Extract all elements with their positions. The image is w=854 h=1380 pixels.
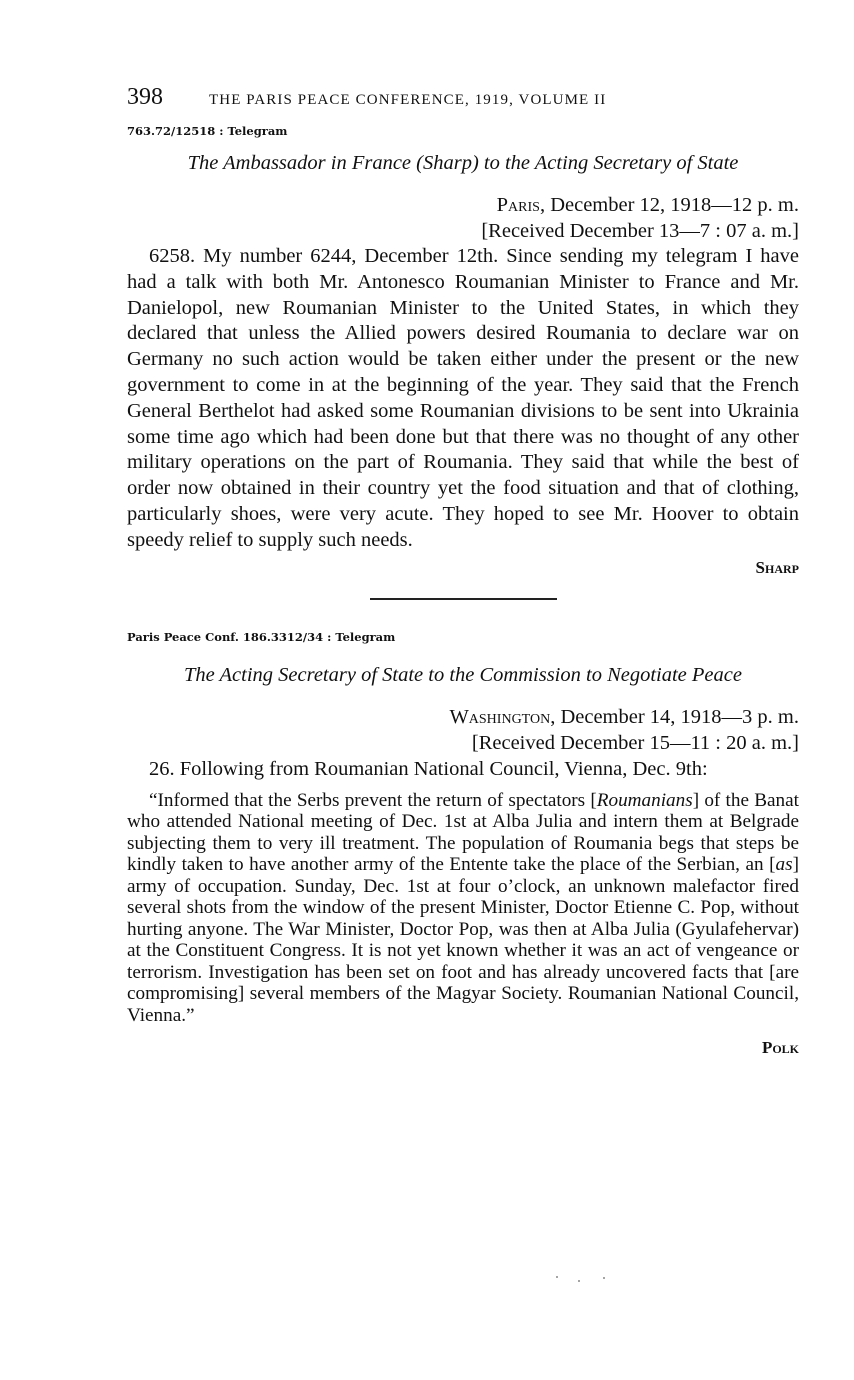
dateline-date: , December 12, 1918—12 p. m.: [539, 194, 799, 216]
page-number: 398: [127, 84, 163, 110]
telegram-lead: 26. Following from Roumanian National Council, Vienna, Dec. 9th:: [149, 757, 708, 780]
file-reference: Paris Peace Conf. 186.3312/34 : Telegram: [127, 629, 396, 644]
quote-italic-1: Roumanians: [596, 789, 693, 811]
signature: Polk: [761, 1038, 799, 1058]
received-line: [Received December 13—7 : 07 a. m.]: [481, 220, 799, 242]
scan-speck: [603, 1277, 605, 1279]
quote-text-3: ] army of occupation. Sunday, Dec. 1st at four o’clock, an unknown malefactor fired several shots from the window of the present Minister, Doctor Etienne C. Pop, without hurting anyone. The War Minister, Doctor Pop, was then at Alba Julia (Gyulafehervar) at the Constituent Congress. It is not yet known whether it was an act of vengeance or terrorism. Investigation has been set on foot and has already uncovered facts that [are compromising] several members of the Magyar Society. Roumanian National Council, Vienna.”: [127, 854, 799, 1026]
page-header: [127, 84, 799, 118]
dateline: [127, 192, 799, 218]
dateline-place: Washington: [449, 705, 551, 728]
quote-text-1: “Informed that the Serbs prevent the return of spectators [: [149, 789, 597, 811]
dateline-date: , December 14, 1918—3 p. m.: [550, 705, 799, 728]
telegram-1: [127, 124, 799, 584]
document-title: The Ambassador in France (Sharp) to the Acting Secretary of State: [187, 152, 739, 174]
quote-italic-2: as: [775, 854, 793, 876]
dateline: [127, 704, 799, 730]
quoted-message: [127, 790, 799, 1027]
dateline-place: Paris: [496, 194, 540, 216]
document-page: [127, 84, 799, 1058]
scan-speck: [556, 1276, 558, 1278]
file-reference: 763.72/12518 : Telegram: [127, 124, 288, 138]
telegram-body: 6258. My number 6244, December 12th. Since sending my telegram I have had a talk with both Mr. Antonesco Roumanian Minister to France and Mr. Danielopol, new Roumanian Minister to the United States, in which they declared that unless the Allied powers desired Roumania to declare war on Germany no such action would be taken either under the present or the new government to come in at the beginning of the year. They said that the French General Berthelot had asked some Roumanian divisions to be sent into Ukrainia some time ago which had been done but that there was no thought of any other military operations on the part of Roumania. They said that while the best of order now obtained in their country yet the food situation and that of clothing, particularly shoes, were very acute. They hoped to see Mr. Hoover to obtain speedy relief to supply such needs.: [127, 245, 799, 551]
telegram-2: [127, 630, 799, 1059]
quote-text-2: ] of the Banat who attended National meeting of Dec. 1st at Alba Julia and intern them at Belgrade subjecting them to very ill treatment. The population of Roumania begs that steps be kindly taken to have another army of the Entente take the place of the Serbian, an [: [127, 789, 799, 876]
running-title: THE PARIS PEACE CONFERENCE, 1919, VOLUME II: [209, 92, 607, 108]
scan-speck: [578, 1280, 580, 1282]
received-line: [Received December 15—11 : 20 a. m.]: [471, 731, 799, 754]
signature: Sharp: [755, 557, 799, 577]
document-title: The Acting Secretary of State to the Commission to Negotiate Peace: [184, 663, 742, 686]
